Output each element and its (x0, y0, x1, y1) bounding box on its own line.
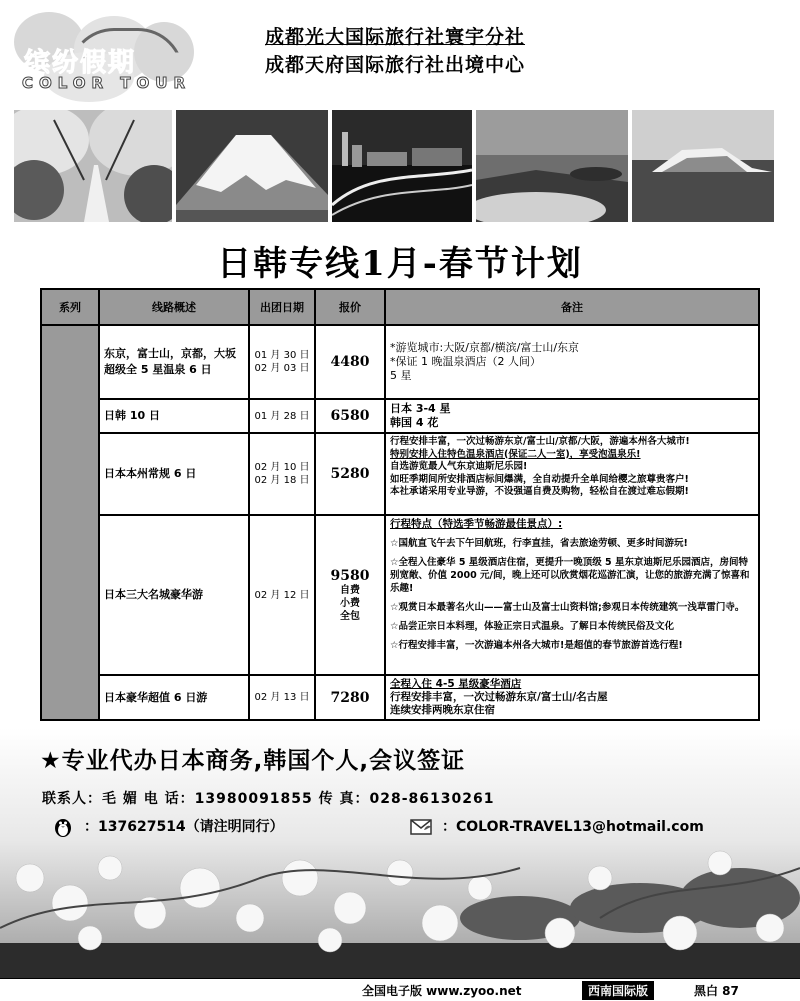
table-header-row (41, 289, 759, 325)
page-number: 黑白 87 (694, 984, 739, 998)
envelope-icon (410, 817, 432, 837)
table-row (41, 433, 759, 515)
table-row (41, 399, 759, 433)
route-cell: 日韩 10 日 (99, 399, 249, 433)
qq-contact (52, 816, 284, 837)
email-address[interactable]: ：COLOR-TRAVEL13@hotmail.com (442, 819, 704, 835)
photo-cherry-blossom-path (14, 110, 172, 222)
notes-cell (385, 433, 759, 515)
route-cell: 日本豪华超值 6 日游 (99, 675, 249, 720)
email-contact (410, 816, 704, 837)
note-heading: 行程特点（特选季节畅游最佳景点）: (390, 518, 563, 530)
note-line: 自选游览最人气东京迪斯尼乐园! (390, 461, 528, 472)
page-title: 日韩专线1月-春节计划 (217, 244, 583, 284)
tour-schedule-table (40, 288, 760, 721)
header-price: 报价 (315, 289, 385, 325)
note-line: ☆全程入住豪华 5 星级酒店住宿，更提升一晚顶级 5 星东京迪斯尼乐园酒店，房间特别宽敞、价值 2000 元/间，晚上还可以欣赏烟花巡游汇演，让您的旅游充满了惊喜和乐趣! (390, 557, 750, 594)
table-row (41, 675, 759, 720)
photo-coast-island (476, 110, 628, 222)
price-value: 9580 (330, 567, 370, 584)
visa-service-slogan: ★专业代办日本商务,韩国个人,会议签证 (40, 748, 466, 774)
price-note: 自费 (340, 584, 360, 596)
penguin-icon (52, 817, 74, 837)
color-tour-logo (14, 12, 210, 102)
notes-cell (385, 399, 759, 433)
note-line: ☆品尝正宗日本料理，体验正宗日式温泉。了解日本传统民俗及文化 (390, 621, 675, 632)
price-note: 小费 (340, 597, 360, 609)
note-line: 连续安排两晚东京住宿 (390, 704, 495, 716)
price-cell: 5280 (315, 433, 385, 515)
note-line: 5 星 (390, 369, 412, 382)
photo-sea-volcano (632, 110, 774, 222)
series-cell (41, 325, 99, 720)
departure-date: 01 月 28 日 (254, 410, 310, 422)
table-row (41, 325, 759, 399)
departure-date: 02 月 18 日 (254, 475, 310, 486)
note-line: 韩国 4 花 (390, 416, 439, 429)
header-series: 系列 (41, 289, 99, 325)
note-line: ☆国航直飞午去下午回航班，行李直挂，省去旅途劳顿、更多时间游玩! (390, 538, 688, 549)
logo-english-text: COLOR TOUR (22, 74, 192, 92)
departure-date: 02 月 13 日 (254, 692, 310, 703)
photo-mount-fuji (176, 110, 328, 222)
departure-date: 02 月 10 日 (254, 462, 310, 473)
photo-city-night-bay (332, 110, 472, 222)
note-line: *游览城市:大阪/京都/横滨/富士山/东京 (390, 341, 580, 354)
note-line: *保证 1 晚温泉酒店（2 人间） (390, 355, 541, 368)
notes-cell (385, 325, 759, 399)
note-line: ☆行程安排丰富，一次游遍本州各大城市!是超值的春节旅游首选行程! (390, 640, 683, 651)
price-cell: 7280 (315, 675, 385, 720)
departure-date: 01 月 30 日 (254, 350, 310, 361)
note-line: 全程入住 4-5 星级豪华酒店 (390, 678, 522, 690)
date-cell (249, 515, 315, 675)
price-cell: 4480 (315, 325, 385, 399)
note-line: 行程安排丰富，一次过畅游东京/富士山/名古屋 (390, 691, 608, 703)
header-dates: 出团日期 (249, 289, 315, 325)
contact-info: 联系人：毛 媚 电 话：13980091855 传 真：028-86130261 (42, 791, 495, 807)
note-line: 特别安排入住特色温泉酒店(保证二人一室)，享受泡温泉乐! (390, 448, 641, 460)
route-cell: 东京，富士山，京都，大坂超级全 5 星温泉 6 日 (99, 325, 249, 399)
price-cell (315, 515, 385, 675)
date-cell (249, 325, 315, 399)
table-row (41, 515, 759, 675)
price-cell: 6580 (315, 399, 385, 433)
date-cell (249, 675, 315, 720)
note-line: 行程安排丰富，一次过畅游东京/富士山/京都/大阪，游遍本州各大城市! (390, 436, 690, 447)
date-cell (249, 399, 315, 433)
edition-label[interactable]: 全国电子版 www.zyoo.net (362, 984, 522, 998)
price-note: 全包 (340, 610, 360, 622)
section-badge: 西南国际版 (582, 981, 654, 1000)
notes-cell (385, 515, 759, 675)
qq-number[interactable]: ：137627514（请注明同行） (84, 819, 284, 835)
route-cell: 日本三大名城豪华游 (99, 515, 249, 675)
note-line: ☆观赏日本最著名火山——富士山及富士山资料馆;参观日本传统建筑一浅草雷门寺。 (390, 602, 745, 613)
departure-date: 02 月 03 日 (254, 363, 310, 374)
logo-chinese-text: 缤纷假期 (24, 48, 137, 78)
page-footer (0, 978, 800, 1001)
notes-cell (385, 675, 759, 720)
route-cell: 日本本州常规 6 日 (99, 433, 249, 515)
agency-name-1: 成都光大国际旅行社寰宇分社 (265, 26, 526, 48)
header-notes: 备注 (385, 289, 759, 325)
date-cell (249, 433, 315, 515)
note-line: 本社承诺采用专业导游，不设强逼自费及购物，轻松自在渡过难忘假期! (390, 486, 689, 497)
agency-name-2: 成都天府国际旅行社出境中心 (265, 54, 526, 76)
note-line: 如旺季期间所安排酒店标间爆满，全自动提升全单间给樱之旅尊贵客户! (390, 473, 689, 485)
note-line: 日本 3-4 星 (390, 402, 451, 415)
departure-date: 02 月 12 日 (254, 589, 310, 601)
header-route: 线路概述 (99, 289, 249, 325)
